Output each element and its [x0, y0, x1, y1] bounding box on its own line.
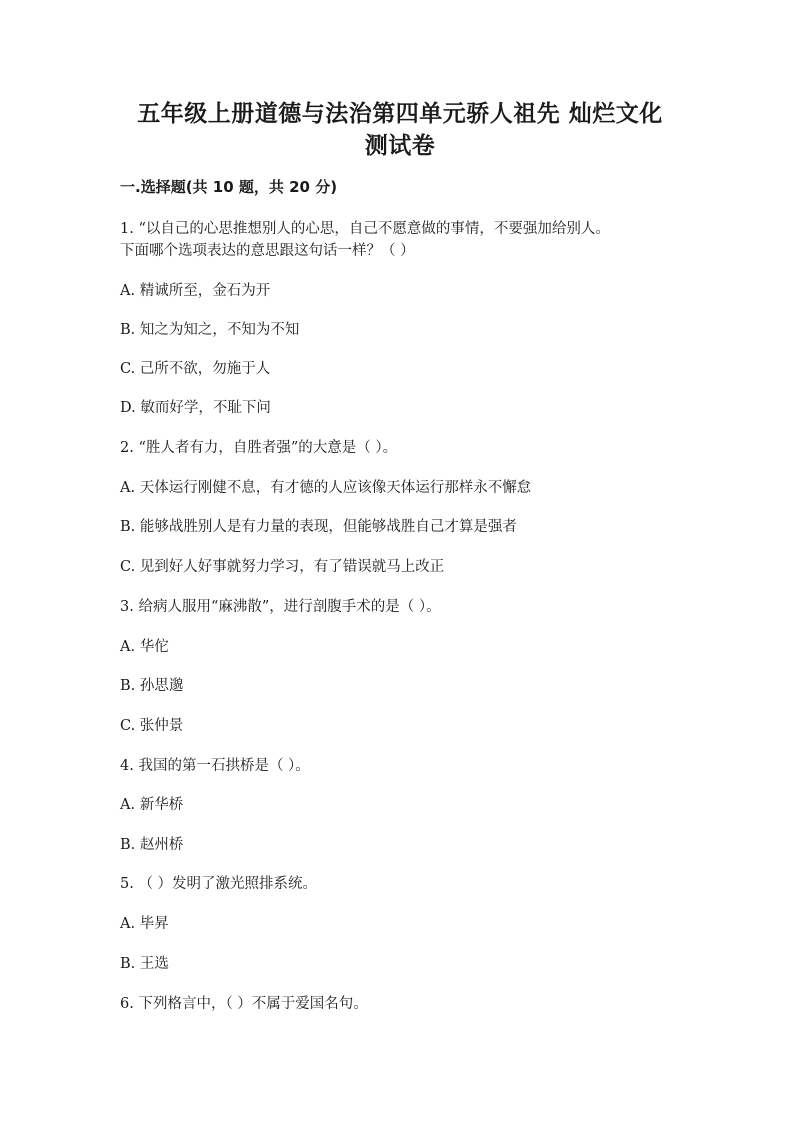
question-1-stem-line-1: 1. “以自己的心思推想别人的心思，自己不愿意做的事情，不要强加给别人。: [120, 221, 610, 237]
question-1-option-b: B. 知之为知之，不知为不知: [120, 322, 300, 338]
question-4-option-b: B. 赵州桥: [120, 837, 184, 853]
question-1-option-a: A. 精诚所至，金石为开: [120, 283, 271, 299]
question-5-stem: 5. （ ）发明了激光照排系统。: [120, 876, 318, 892]
question-1-option-d: D. 敏而好学，不耻下问: [120, 400, 271, 416]
question-5-option-a: A. 毕昇: [120, 916, 169, 932]
section-heading: 一.选择题(共 10 题，共 20 分): [120, 178, 338, 196]
page-title-line-1: 五年级上册道德与法治第四单元骄人祖先 灿烂文化: [137, 101, 663, 127]
question-1-stem-line-2: 下面哪个选项表达的意思跟这句话一样？（ ）: [120, 243, 415, 259]
question-2-option-a: A. 天体运行刚健不息，有才德的人应该像天体运行那样永不懈怠: [120, 480, 532, 496]
question-2-option-b: B. 能够战胜别人是有力量的表现，但能够战胜自己才算是强者: [120, 519, 517, 535]
question-2-stem: 2. “胜人者有力，自胜者强”的大意是（ ）。: [120, 440, 398, 456]
question-1-option-c: C. 己所不欲，勿施于人: [120, 361, 271, 377]
question-3-option-a: A. 华佗: [120, 639, 169, 655]
page-title-line-2: 测试卷: [364, 133, 436, 159]
question-4-stem: 4. 我国的第一石拱桥是（ ）。: [120, 758, 310, 774]
question-3-option-b: B. 孙思邈: [120, 678, 184, 694]
question-3-option-c: C. 张仲景: [120, 718, 184, 734]
question-6-stem: 6. 下列格言中，（ ）不属于爱国名句。: [120, 996, 368, 1012]
question-5-option-b: B. 王选: [120, 956, 169, 972]
question-3-stem: 3. 给病人服用“麻沸散”，进行剖腹手术的是（ ）。: [120, 599, 441, 615]
question-2-option-c: C. 见到好人好事就努力学习，有了错误就马上改正: [120, 559, 445, 575]
question-4-option-a: A. 新华桥: [120, 797, 184, 813]
